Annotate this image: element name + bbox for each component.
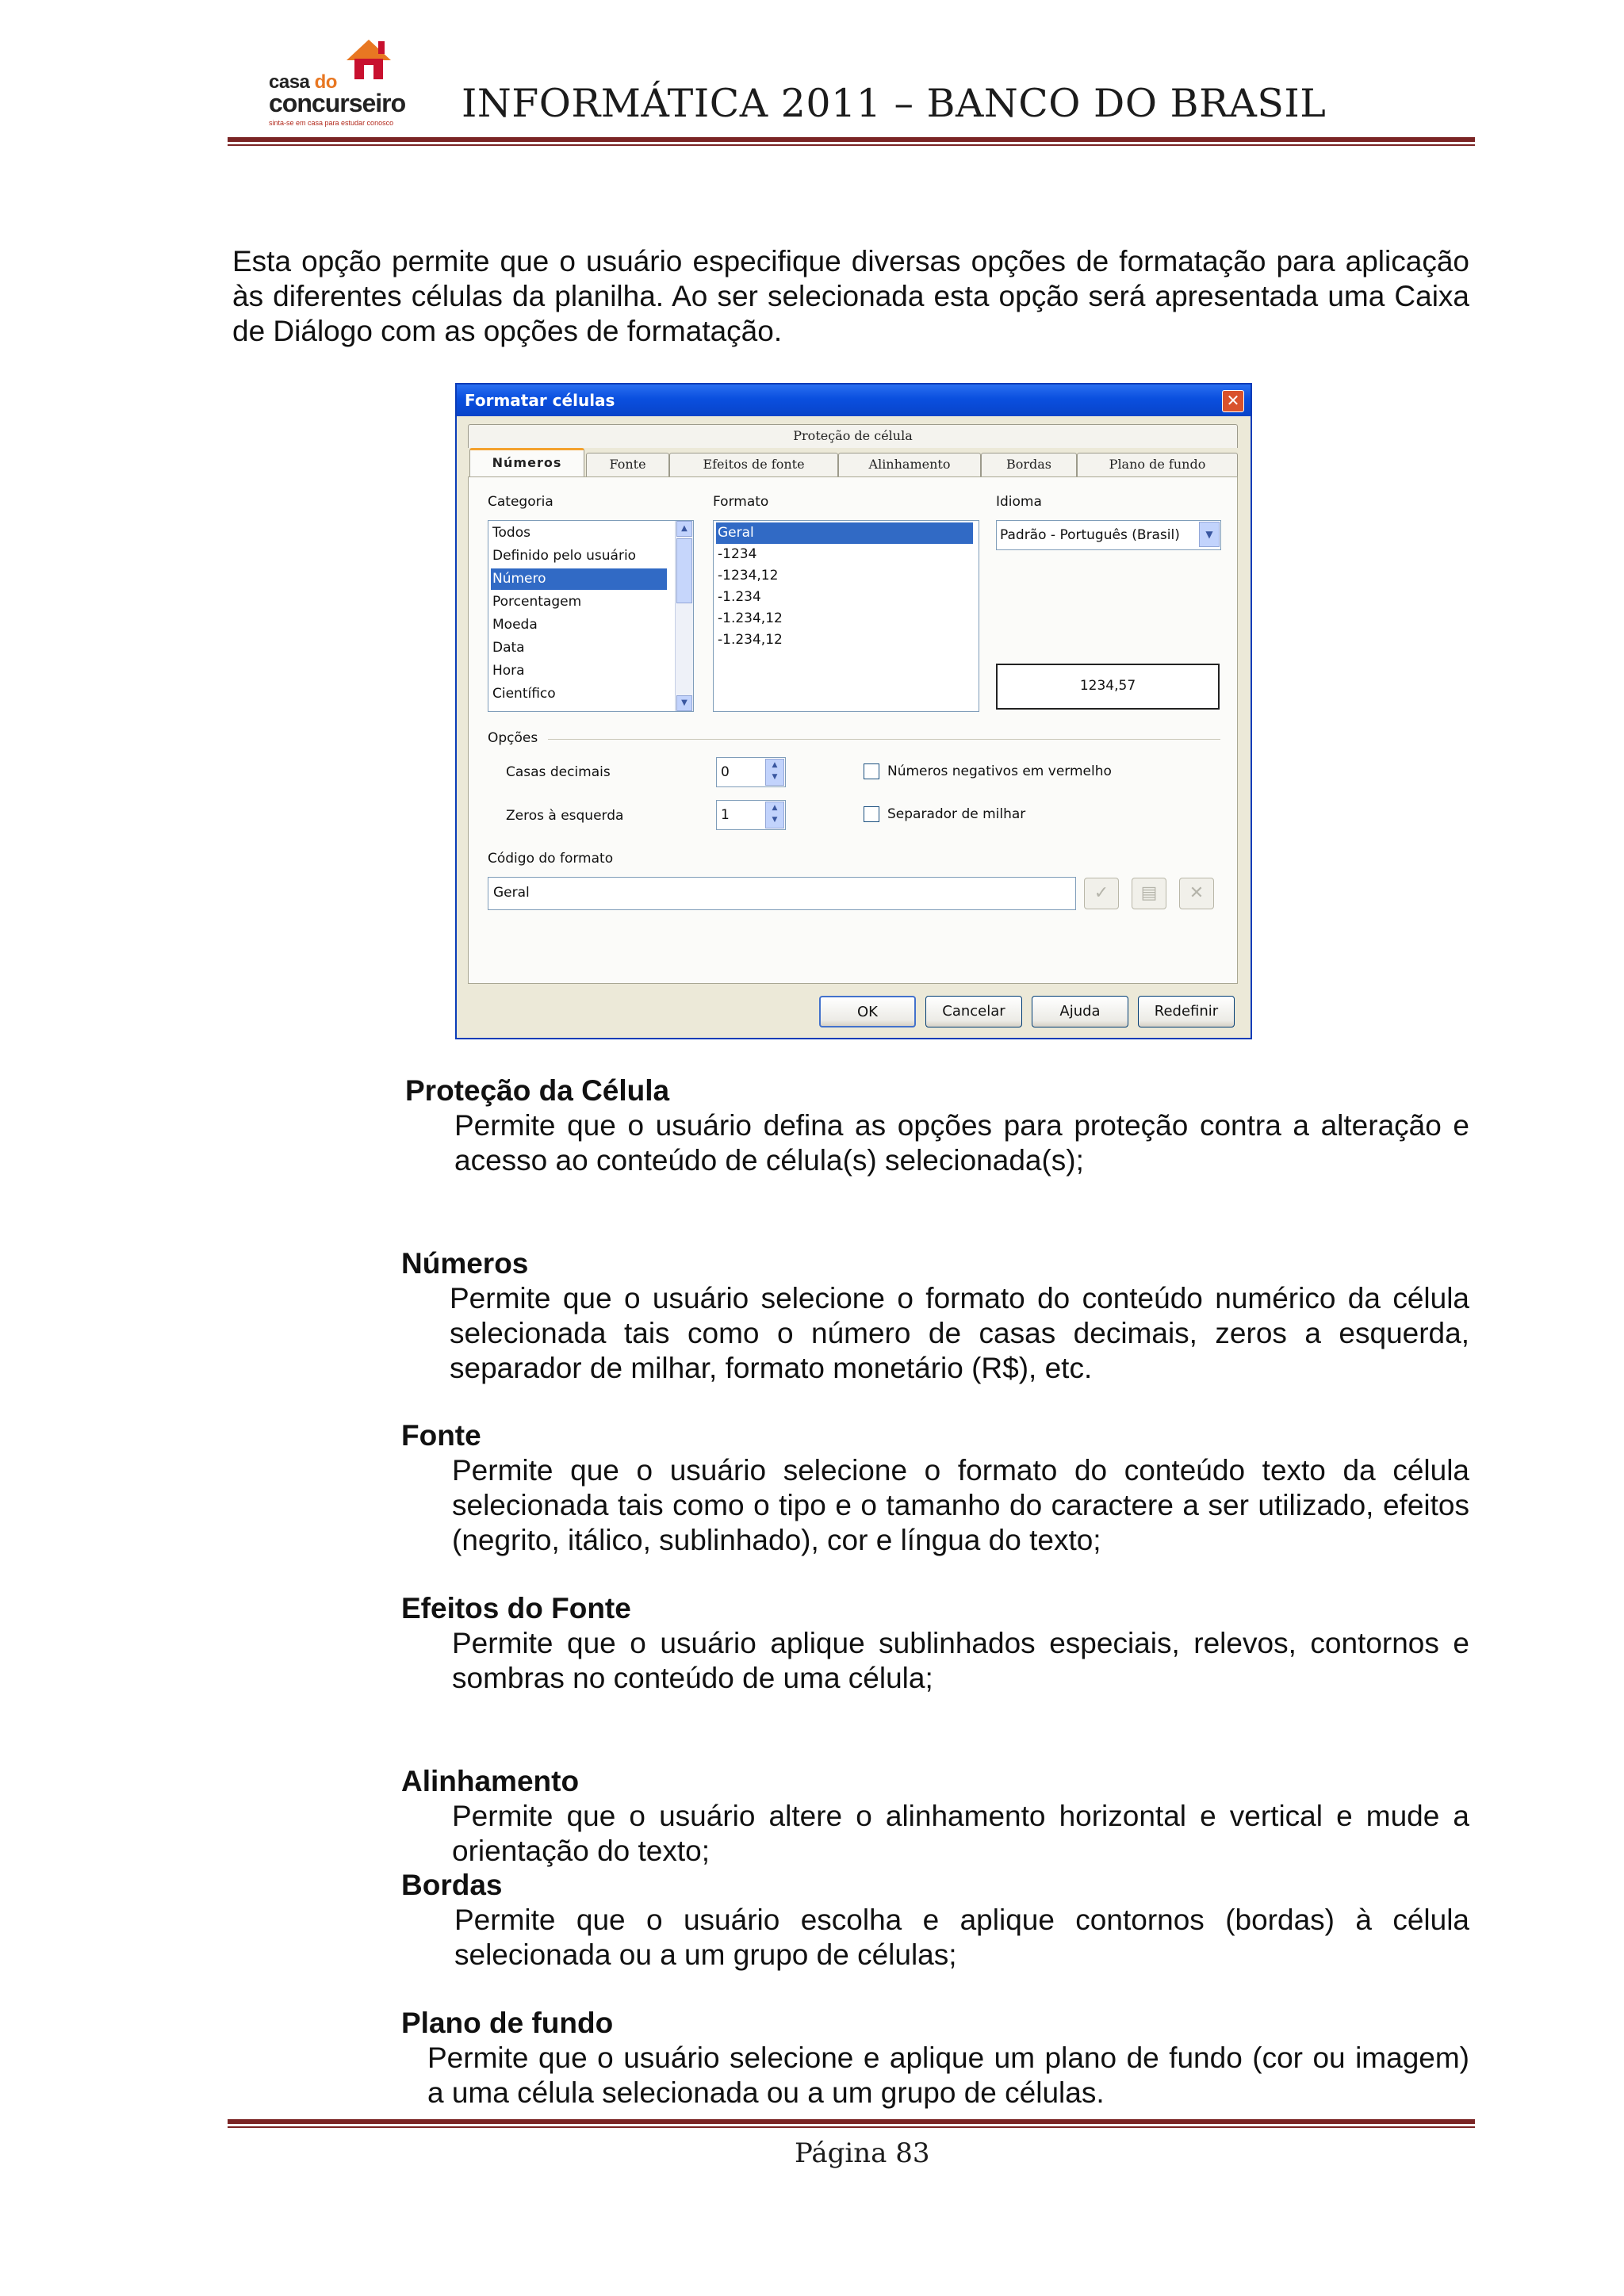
casas-decimais-stepper[interactable] xyxy=(716,757,786,787)
scroll-up-icon[interactable]: ▲ xyxy=(676,521,692,537)
section-text-bordas: Permite que o usuário escolha e aplique contornos (bordas) à célula selecionada ou a um grupo de células; xyxy=(454,1904,1469,1971)
separador-milhar-label: Separador de milhar xyxy=(887,806,1026,822)
categoria-label: Categoria xyxy=(488,494,553,510)
house-icon xyxy=(343,36,394,84)
format-cells-dialog xyxy=(455,383,1252,1039)
section-heading-numeros: Números xyxy=(401,1247,529,1280)
list-item[interactable]: Todos xyxy=(492,525,530,541)
tab-numeros[interactable]: Números xyxy=(469,448,584,476)
comment-icon[interactable]: ▤ xyxy=(1132,878,1166,909)
zeros-esquerda-label: Zeros à esquerda xyxy=(506,808,624,824)
list-item-selected[interactable]: Número xyxy=(491,568,667,590)
codigo-formato-input[interactable]: Geral xyxy=(488,877,1076,910)
ok-button[interactable]: OK xyxy=(819,996,916,1027)
header-rule xyxy=(228,137,1475,142)
header-rule-thin xyxy=(228,144,1475,146)
scroll-down-icon[interactable]: ▼ xyxy=(676,695,692,711)
list-item[interactable]: -1234,12 xyxy=(718,568,779,584)
casa-do-concurseiro-logo xyxy=(267,36,410,127)
idioma-value: Padrão - Português (Brasil) xyxy=(1000,527,1180,543)
section-heading-bordas: Bordas xyxy=(401,1869,503,1901)
section-text-protecao: Permite que o usuário defina as opções para proteção contra a alteração e acesso ao conteúdo de célula(s) selecionada(s); xyxy=(454,1109,1469,1177)
list-item[interactable]: Definido pelo usuário xyxy=(492,548,637,564)
checkmark-icon[interactable]: ✓ xyxy=(1084,878,1119,909)
section-text-fonte: Permite que o usuário selecione o formato do conteúdo texto da célula selecionada tais como o tipo e o tamanho do caractere a ser utilizado, efeitos (negrito, itálico, sublinhado), cor e língua do texto; xyxy=(452,1454,1469,1556)
delete-icon[interactable]: ✕ xyxy=(1179,878,1214,909)
dialog-titlebar[interactable] xyxy=(457,385,1251,416)
reset-button[interactable]: Redefinir xyxy=(1138,996,1235,1027)
numeros-negativos-label: Números negativos em vermelho xyxy=(887,763,1112,779)
tab-fonte[interactable]: Fonte xyxy=(586,453,669,476)
list-item[interactable]: -1.234,12 xyxy=(718,632,783,648)
list-item[interactable]: Hora xyxy=(492,663,525,679)
numeros-negativos-checkbox[interactable] xyxy=(864,763,879,779)
codigo-formato-label: Código do formato xyxy=(488,851,614,867)
close-icon[interactable]: ✕ xyxy=(1222,390,1244,412)
tab-plano-fundo[interactable]: Plano de fundo xyxy=(1077,453,1238,476)
footer-rule-thin xyxy=(228,2126,1475,2128)
cancel-button[interactable]: Cancelar xyxy=(925,996,1022,1027)
section-heading-fonte: Fonte xyxy=(401,1419,481,1452)
idioma-label: Idioma xyxy=(996,494,1042,510)
tab-bordas[interactable]: Bordas xyxy=(981,453,1077,476)
intro-paragraph: Esta opção permite que o usuário especifique diversas opções de formatação para aplicação às diferentes células da planilha. Ao ser selecionada esta opção será apresentada uma Caixa de Diálogo com as opções de formatação. xyxy=(232,245,1469,347)
list-item[interactable]: -1.234 xyxy=(718,589,761,605)
categoria-listbox[interactable] xyxy=(488,520,694,712)
dialog-title: Formatar células xyxy=(465,391,615,410)
scroll-thumb[interactable] xyxy=(676,538,692,603)
tab-efeitos-fonte[interactable]: Efeitos de fonte xyxy=(669,453,838,476)
section-text-efeitos: Permite que o usuário aplique sublinhados especiais, relevos, contornos e sombras no conteúdo de uma célula; xyxy=(452,1627,1469,1694)
separador-milhar-checkbox[interactable] xyxy=(864,806,879,822)
logo-concurseiro-text: concurseiro xyxy=(269,89,406,117)
section-text-plano-fundo: Permite que o usuário selecione e aplique um plano de fundo (cor ou imagem) a uma célula selecionada ou a um grupo de células. xyxy=(427,2042,1469,2109)
list-item[interactable]: Científico xyxy=(492,686,556,702)
list-item[interactable]: Porcentagem xyxy=(492,594,582,610)
formato-label: Formato xyxy=(713,494,769,510)
format-preview: 1234,57 xyxy=(996,664,1220,710)
footer-rule xyxy=(228,2119,1475,2124)
section-heading-alinhamento: Alinhamento xyxy=(401,1765,580,1797)
page-number: Página 83 xyxy=(795,2137,930,2169)
formato-listbox[interactable] xyxy=(713,520,979,712)
opcoes-separator xyxy=(548,739,1220,740)
section-heading-plano-fundo: Plano de fundo xyxy=(401,2007,614,2039)
section-text-alinhamento: Permite que o usuário altere o alinhamento horizontal e vertical e mude a orientação do texto; xyxy=(452,1800,1469,1867)
idioma-select[interactable] xyxy=(996,520,1221,550)
zeros-esquerda-stepper[interactable] xyxy=(716,800,786,830)
casas-decimais-label: Casas decimais xyxy=(506,764,611,780)
stepper-arrows-icon[interactable]: ▲ ▼ xyxy=(765,802,784,828)
section-heading-efeitos: Efeitos do Fonte xyxy=(401,1592,631,1624)
list-item[interactable]: Moeda xyxy=(492,617,538,633)
list-item[interactable]: -1234 xyxy=(718,546,757,562)
logo-casa-text: casa do xyxy=(269,71,337,93)
list-item-selected[interactable]: Geral xyxy=(716,522,973,544)
opcoes-label: Opções xyxy=(488,730,538,746)
chevron-down-icon[interactable]: ▼ xyxy=(1199,522,1220,547)
list-item[interactable]: Data xyxy=(492,640,525,656)
help-button[interactable]: Ajuda xyxy=(1032,996,1128,1027)
logo-slogan: sinta-se em casa para estudar conosco xyxy=(269,119,394,127)
casas-decimais-value: 0 xyxy=(721,764,730,780)
zeros-esquerda-value: 1 xyxy=(721,807,730,823)
stepper-arrows-icon[interactable]: ▲ ▼ xyxy=(765,759,784,786)
tab-protecao-celula[interactable]: Proteção de célula xyxy=(468,424,1238,448)
categoria-scrollbar[interactable] xyxy=(675,521,693,711)
section-text-numeros: Permite que o usuário selecione o formato do conteúdo numérico da célula selecionada tais como o número de casas decimais, zeros a esquerda, separador de milhar, formato monetário (R$), etc. xyxy=(450,1282,1469,1384)
header-title: INFORMÁTICA 2011 – BANCO DO BRASIL xyxy=(462,81,1327,126)
section-heading-protecao: Proteção da Célula xyxy=(405,1074,670,1107)
tab-alinhamento[interactable]: Alinhamento xyxy=(838,453,981,476)
list-item[interactable]: -1.234,12 xyxy=(718,610,783,626)
